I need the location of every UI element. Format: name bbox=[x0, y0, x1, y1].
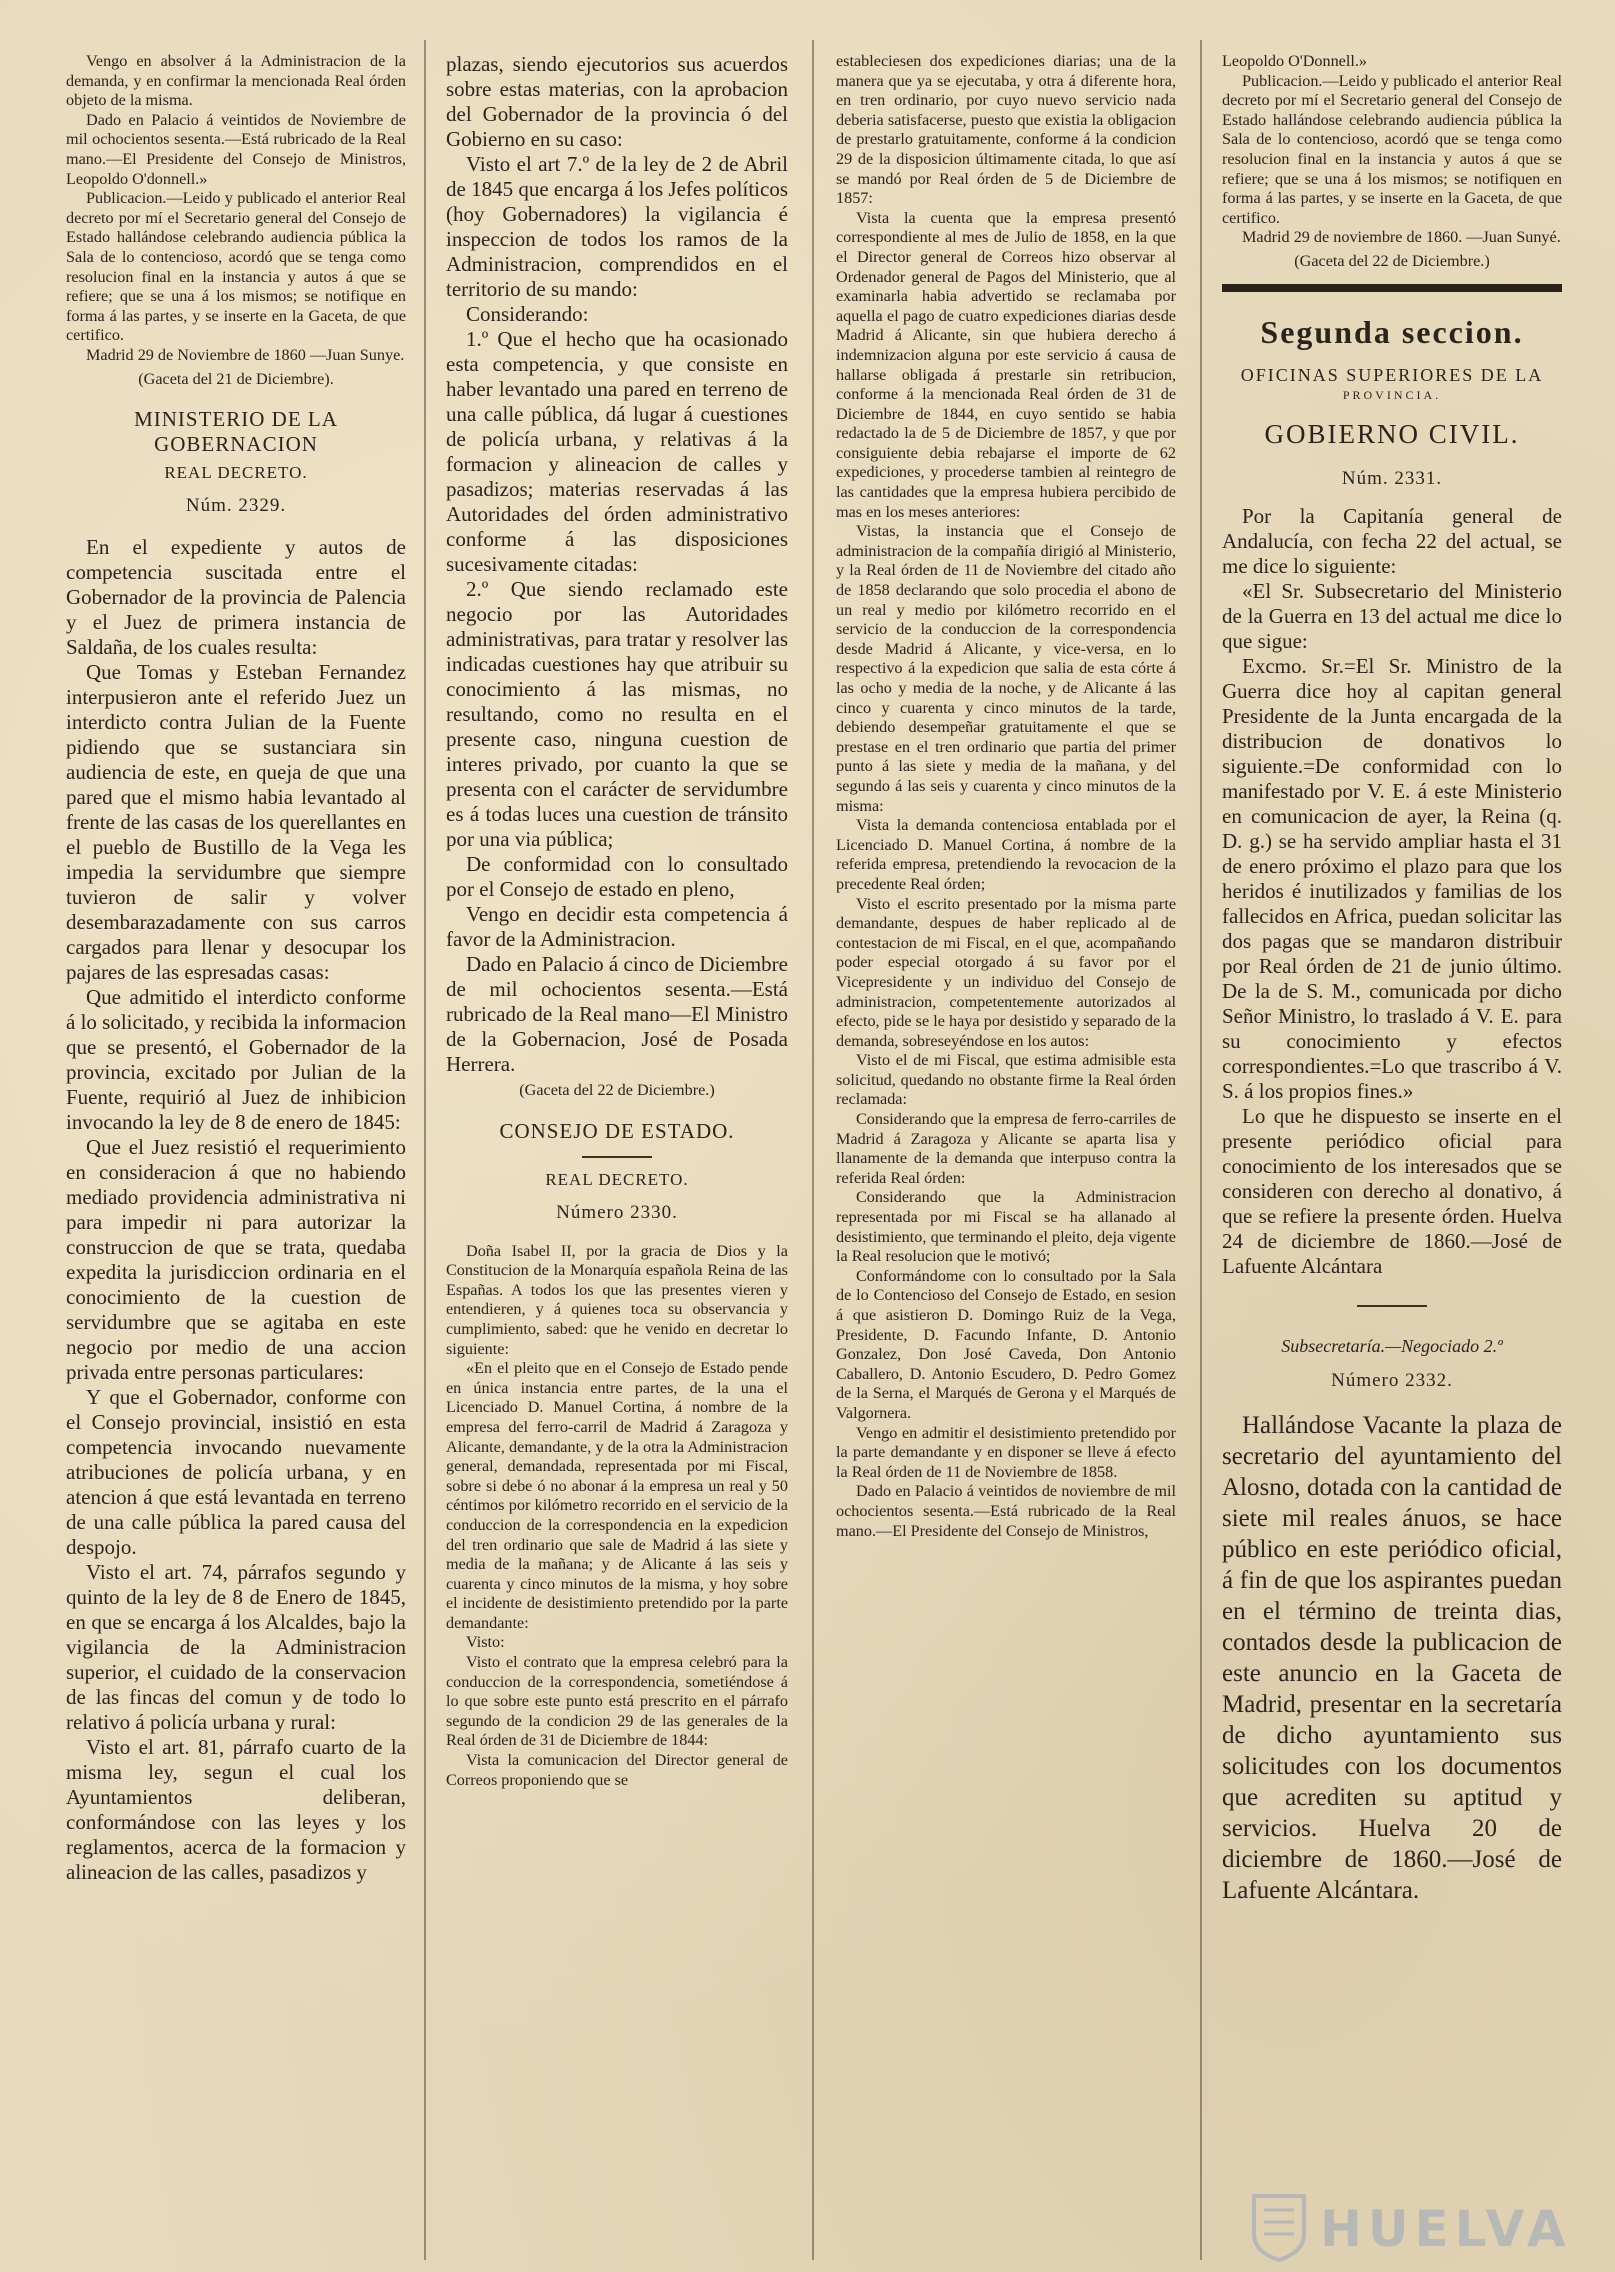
paragraph: Lo que he dispuesto se inserte en el presente periódico oficial para conocimiento de los interesados que se consideren con derecho al donativo, á que se refiere la presente órden. Huelva 24 de diciembre de 1860.—José de Lafuente Alcántara bbox=[1222, 1103, 1562, 1278]
paragraph: Vista la cuenta que la empresa presentó correspondiente al mes de Julio de 1858, en la que el Director general de Correos hizo observar al Ordenador general de Pagos del Ministerio, que al examinarla habia advertido se reclamaba por aquella el pago de cuatro expediciones diarias desde Madrid á Alicante, sin que hubiera derecho á indemnizacion alguna por este servicio á causa de hallarse obligada á prestarle sin retribucion, conforme á la mencionada Real órden de 31 de Diciembre de 1844, en cuyo sentido se habia redactado la de 5 de Diciembre de 1857, y que por consiguiente debia rebajarse el importe de 62 expediciones, y procederse tambien al reintegro de las cantidades que la empresa hubiera percibido de mas en los meses anteriores: bbox=[836, 208, 1176, 521]
ministry-heading: MINISTERIO DE LA GOBERNACION bbox=[134, 407, 338, 457]
negociado-label: Subsecretaría.—Negociado 2.º bbox=[1281, 1335, 1503, 1356]
gobierno-civil-heading: GOBIERNO CIVIL. bbox=[1264, 418, 1520, 449]
paragraph: Vengo en admitir el desistimiento pretendido por la parte demandante y en disponer se lleve á efecto la Real órden de 11 de Noviembre de 1858. bbox=[836, 1423, 1176, 1481]
paragraph: Visto el art. 74, párrafos segundo y quinto de la ley de 8 de Enero de 1845, en que se encarga á los Alcaldes, bajo la vigilancia de la Administracion superior, el cuidado de la conservacion de las fincas del comun y de todo lo relativo á policía urbana y rural: bbox=[66, 1560, 406, 1735]
paragraph: 2.º Que siendo reclamado este negocio por las Autoridades administrativas, para tratar y resolver las indicadas cuestiones hay que atribuir su conocimiento á las mismas, no resultando, como no resulta en el presente caso, ninguna cuestion de interes privado, por cuanto la que se presenta con el carácter de servidumbre es á todas luces una cuestion de tránsito por una via pública; bbox=[446, 577, 788, 851]
province-heading: PROVINCIA. bbox=[1342, 387, 1442, 402]
paragraph: Publicacion.—Leido y publicado el anterior Real decreto por mí el Secretario general del Consejo de Estado hallándose celebrando audiencia pública la Sala de lo contencioso, acordó que se tenga como resolucion final en la instancia y autos á que se refiere; que se una á los mismos; se notifiquen en forma á las partes, y se inserte en la Gaceta, de que certifico. bbox=[1222, 71, 1562, 227]
column-rule bbox=[424, 40, 426, 2260]
paragraph: «En el pleito que en el Consejo de Estado pende en única instancia entre partes, de la una el Licenciado D. Manuel Cortina, á nombre de la empresa del ferro-carril de Madrid á Zaragoza y Alicante, demandante, y de la otra la Administracion general, demandada, representada por mi Fiscal, sobre si debe ó no abonar á la empresa un real y 50 céntimos por kilómetro recorrido en el servicio de la conduccion de la correspondencia en la expedicion del tren ordinario que sale de Madrid á las siete y media de la mañana; y de Alicante á las seis y cuarenta y cinco minutos de la misma, y hoy sobre el incidente de desistimiento pretendido por la parte demandante: bbox=[446, 1359, 788, 1632]
decree-number: Número 2332. bbox=[1331, 1370, 1453, 1392]
library-stamp-icon bbox=[1250, 2190, 1308, 2262]
paragraph: Dado en Palacio á cinco de Diciembre de mil ochocientos sesenta.—Está rubricado de la Real mano—El Ministro de la Gobernacion, José de Posada Herrera. bbox=[446, 952, 788, 1076]
paragraph: «El Sr. Subsecretario del Ministerio de la Guerra en 13 del actual me dice lo que sigue: bbox=[1222, 578, 1562, 653]
paragraph: Vengo en absolver á la Administracion de la demanda, y en confirmar la mencionada Real órden objeto de la misma. bbox=[66, 52, 406, 110]
decree-heading: REAL DECRETO. bbox=[164, 463, 308, 483]
paragraph: Y que el Gobernador, conforme con el Consejo provincial, insistió en esta competencia invocando nuevamente atribuciones de policía urbana, y en atencion á que está levantada en terreno de una calle pública la pared causa del despojo. bbox=[66, 1385, 406, 1560]
paragraph: Dado en Palacio á veintidos de Noviembre de mil ochocientos sesenta.—Está rubricado de la Real mano.—El Presidente del Consejo de Ministros, Leopoldo O'donnell.» bbox=[66, 110, 406, 188]
divider bbox=[1357, 1305, 1427, 1307]
paragraph: 1.º Que el hecho que ha ocasionado esta competencia, y que consiste en haber levantado una pared en terreno de una calle pública, dá lugar á cuestiones de policía urbana, y relativas á la formacion y alineacion de calles y pasadizos; materias reservadas á las Autoridades del órden administrativo conforme á las disposiciones sucesivamente citadas: bbox=[446, 327, 788, 576]
paragraph: Vengo en decidir esta competencia á favor de la Administracion. bbox=[446, 902, 788, 951]
section-title: Segunda seccion. bbox=[1260, 313, 1524, 350]
paragraph: Excmo. Sr.=El Sr. Ministro de la Guerra dice hoy al capitan general Presidente de la Junta encargada de la distribucion de donativos lo siguiente.=De conformidad con lo manifestado por V. E. á este Ministerio en comunicacion de ayer, la Reina (q. D. g.) se ha servido ampliar hasta el 31 de enero próximo el plazo para que los heridos é inutilizados y familias de los fallecidos en Africa, puedan solicitar las dos pagas que se mandaron distribuir por Real órden de 21 de junio último. De la de S. M., comunicada por dicho Señor Ministro, lo traslado á V. E. para su conocimiento y efectos correspondientes.=Lo que trascribo á V. S. á los propios fines.» bbox=[1222, 653, 1562, 1103]
column-rule bbox=[1200, 40, 1202, 2260]
column-rule bbox=[812, 40, 814, 2260]
paragraph: En el expediente y autos de competencia suscitada entre el Gobernador de la provincia de Palencia y el Juez de primera instancia de Saldaña, de los cuales resulta: bbox=[66, 535, 406, 660]
paragraph: Publicacion.—Leido y publicado el anterior Real decreto por mí el Secretario general del Consejo de Estado hallándose celebrando audiencia pública la Sala de lo contencioso, acordó que se tenga como resolucion final en la instancia y autos á que se refiere; que se una á los mismos; se notifique en forma á las partes, y se inserte en la Gaceta, de que certifico. bbox=[66, 189, 406, 345]
paragraph: Considerando que la empresa de ferro-carriles de Madrid á Zaragoza y Alicante se aparta lisa y llanamente de la demanda que interpuso contra la referida Real órden: bbox=[836, 1110, 1176, 1187]
gazette-source: (Gaceta del 22 de Diciembre.) bbox=[519, 1081, 715, 1099]
paragraph: Vista la comunicacion del Director general de Correos proponiendo que se bbox=[446, 1751, 788, 1789]
decree-heading: REAL DECRETO. bbox=[545, 1169, 689, 1189]
considerando-label: Considerando: bbox=[466, 302, 589, 326]
column-1 bbox=[66, 52, 406, 2262]
paragraph: Visto el art. 81, párrafo cuarto de la misma ley, segun el cual los Ayuntamientos deliberan, conformándose con las leyes y los reglamentos, acerca de la formacion y alineacion de las calles, pasadizos y bbox=[66, 1735, 406, 1885]
paragraph: Visto: bbox=[466, 1633, 505, 1652]
column-3 bbox=[836, 52, 1176, 2262]
offices-heading: OFICINAS SUPERIORES DE LA bbox=[1240, 364, 1544, 385]
paragraph: Que Tomas y Esteban Fernandez interpusieron ante el referido Juez un interdicto contra Julian de la Fuente pidiendo que se sustanciara sin audiencia de este, en queja de que una pared que el mismo habia levantado al frente de las casas de los querellantes en el pueblo de Bustillo de la Vega les impedia la servidumbre que siempre tuvieron de salir y volver desembarazadamente con sus carros cargados para llenar y desocupar los pajares de las espresadas casas: bbox=[66, 660, 406, 985]
paragraph: Madrid 29 de noviembre de 1860. —Juan Sunyé. bbox=[1242, 228, 1561, 247]
paragraph: Madrid 29 de Noviembre de 1860 —Juan Sunye. bbox=[86, 345, 405, 364]
paragraph: Visto el de mi Fiscal, que estima admisible esta solicitud, quedando no obstante firme la Real órden reclamada: bbox=[836, 1051, 1176, 1109]
paragraph: Visto el contrato que la empresa celebró para la conduccion de la correspondencia, sometiéndose á lo que sobre este punto está prescrito en el párrafo segundo de la condicion 29 de las generales de la Real órden de 31 de Diciembre de 1844: bbox=[446, 1653, 788, 1750]
paragraph: Doña Isabel II, por la gracia de Dios y la Constitucion de la Monarquía española Reina de las Españas. A todos los que las presentes vieren y entendieren, y á quienes toca su observancia y cumplimiento, sabed: que he venido en decretar lo siguiente: bbox=[446, 1241, 788, 1358]
gazette-source: (Gaceta del 21 de Diciembre). bbox=[138, 369, 334, 388]
paragraph: Conformándome con lo consultado por la Sala de lo Contencioso del Consejo de Estado, en sesion á que asistieron D. Domingo Ruiz de la Vega, Presidente, D. Facundo Infante, D. Antonio Gonzalez, Don José Caveda, Don Antonio Caballero, D. Antonio Escudero, D. Pedro Gomez de la Serna, el Marqués de Gerona y el Marqués de Valgornera. bbox=[836, 1266, 1176, 1422]
paragraph: Visto el escrito presentado por la misma parte demandante, despues de haber replicado al de contestacion de mi Fiscal, en el que, acompañando poder especial otorgado á su favor por el Vicepresidente y un individuo del Consejo de administracion, competentemente autorizados al efecto, pide se le haya por desistido y separado de la demanda, sobreseyéndose en los autos: bbox=[836, 894, 1176, 1050]
paragraph: estableciesen dos expediciones diarias; una de la manera que ya se ejecutaba, y otra á diferente hora, en tren ordinario, por cuyo nuevo servicio nada deberia satisfacerse, puesto que existia la obligacion de prestarlo gratuitamente, conforme á la condicion 29 de la disposicion últimamente citada, lo que así se mandó por Real órden de 5 de Diciembre de 1857: bbox=[836, 52, 1176, 208]
paragraph: De conformidad con lo consultado por el Consejo de estado en pleno, bbox=[446, 852, 788, 901]
column-2 bbox=[446, 52, 788, 2262]
divider bbox=[582, 1156, 652, 1158]
decree-number: Núm. 2329. bbox=[185, 495, 287, 517]
paragraph: Que el Juez resistió el requerimiento en consideracion á que no habiendo mediado providencia administrativa ni para impedir ni para autorizar la construccion de que se trata, quedaba expedita la jurisdiccion ordinaria en el conocimiento de la cuestion de servidumbre que se agitaba en este negocio por medio de una accion privada entre personas particulares: bbox=[66, 1135, 406, 1385]
consejo-heading: CONSEJO DE ESTADO. bbox=[499, 1118, 735, 1143]
gazette-source: (Gaceta del 22 de Diciembre.) bbox=[1294, 251, 1490, 270]
paragraph: Visto el art 7.º de la ley de 2 de Abril de 1845 que encarga á los Jefes políticos (hoy Gobernadores) la vigilancia é inspeccion de todos los ramos de la Administracion, comprendidos en el territorio de su mando: bbox=[446, 152, 788, 301]
decree-number: Núm. 2331. bbox=[1341, 467, 1443, 489]
paragraph: Vistas, la instancia que el Consejo de administracion de la compañía dirigió al Ministerio, y la Real órden de 11 de Noviembre del citado año de 1858 declarando que solo procedia el abono de un real y medio por kilómetro recorrido en el servicio de la conduccion de la correspondencia desde Madrid á Alicante, y vice-versa, en lo respectivo á la expedicion que salia de esta córte á las ocho y media de la noche, y de Alicante á las cinco y cuarenta y cinco minutos de la tarde, debiendo desempeñar gratuitamente el que se prestase en el tren ordinario que partia del primer punto á las siete y media de la mañana, y del segundo á las seis y cuarenta y cinco minutos de la misma: bbox=[836, 522, 1176, 815]
paragraph: Hallándose Vacante la plaza de secretario del ayuntamiento del Alosno, dotada con la cantidad de siete mil reales ánuos, se hace público en este periódico oficial, á fin de que los aspirantes puedan en el término de treinta dias, contados desde la publicacion de este anuncio en la Gaceta de Madrid, presentar en la secretaría de dicho ayuntamiento sus solicitudes con los documentos que acrediten su aptitud y servicios. Huelva 20 de diciembre de 1860.—José de Lafuente Alcántara. bbox=[1222, 1412, 1562, 1905]
paragraph: Leopoldo O'Donnell.» bbox=[1222, 52, 1367, 70]
archive-watermark: HUELVA bbox=[1320, 2200, 1572, 2258]
paragraph: plazas, siendo ejecutorios sus acuerdos sobre estas materias, con la aprobacion del Gobernador de la provincia ó del Gobierno en su caso: bbox=[446, 52, 788, 151]
paragraph: Considerando que la Administracion representada por mi Fiscal se ha allanado al desistimiento, que terminando el pleito, deja vigente la Real resolucion que le motivó; bbox=[836, 1188, 1176, 1266]
paragraph: Por la Capitanía general de Andalucía, con fecha 22 del actual, se me dice lo siguiente: bbox=[1222, 503, 1562, 578]
column-4 bbox=[1222, 52, 1572, 2262]
paragraph: Vista la demanda contenciosa entablada por el Licenciado D. Manuel Cortina, á nombre de la referida empresa, pretendiendo la revocacion de la precedente Real órden; bbox=[836, 816, 1176, 893]
paragraph: Dado en Palacio á veintidos de noviembre de mil ochocientos sesenta.—Está rubricado de la Real mano.—El Presidente del Consejo de Ministros, bbox=[836, 1482, 1176, 1540]
section-divider bbox=[1222, 284, 1562, 292]
paragraph: Que admitido el interdicto conforme á lo solicitado, y recibida la informacion que se presentó, el Gobernador de la provincia, excitado por Julian de la Fuente, requirió al Juez de inhibicion invocando la ley de 8 de enero de 1845: bbox=[66, 985, 406, 1135]
decree-number: Número 2330. bbox=[556, 1201, 678, 1223]
